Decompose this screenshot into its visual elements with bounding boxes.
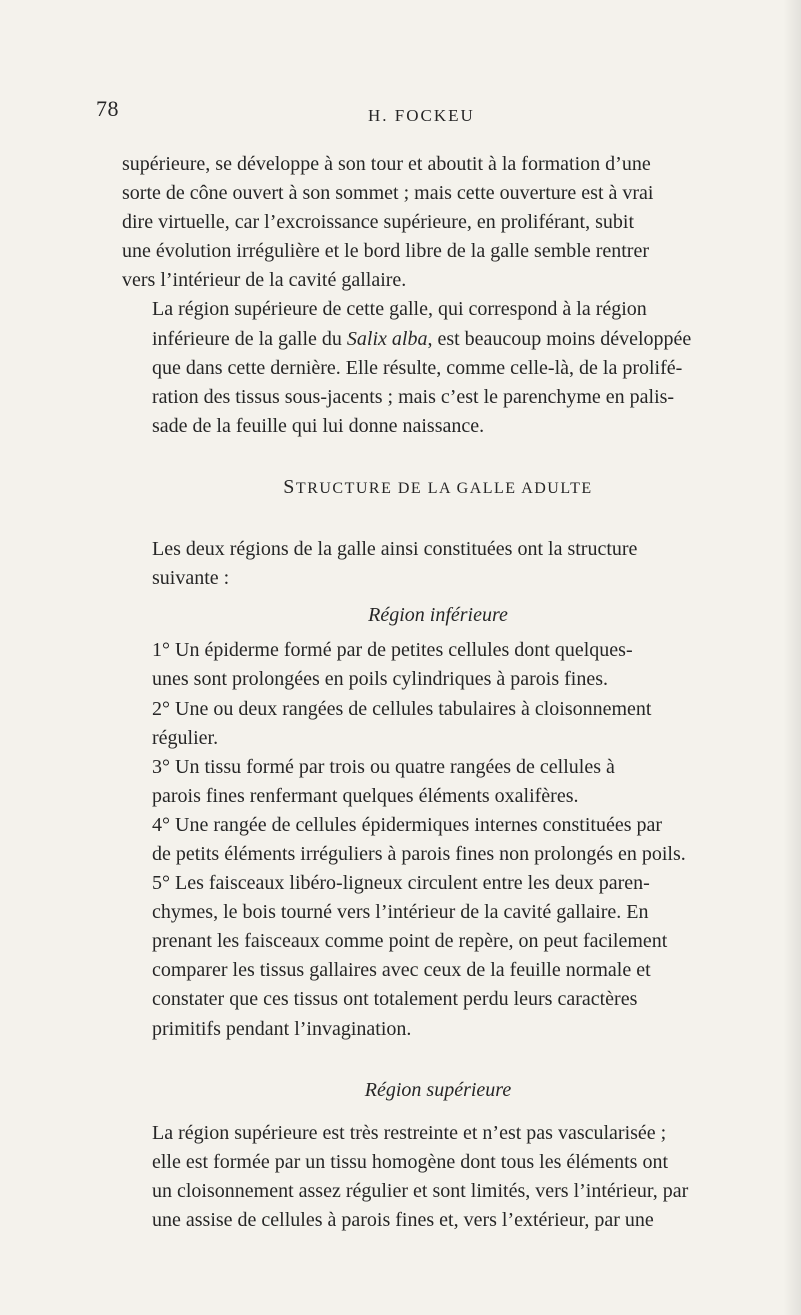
text-line: Les deux régions de la galle ainsi constituées ont la structure	[152, 538, 638, 561]
paragraph-4	[122, 1119, 754, 1235]
list-item-2	[122, 695, 754, 753]
text-line: régulier.	[152, 726, 219, 749]
text-line: La région supérieure de cette galle, qui correspond à la région	[152, 298, 647, 321]
text-line: une évolution irrégulière et le bord libre de la galle semble rentrer	[122, 240, 650, 263]
section-heading	[122, 473, 754, 503]
text-line: que dans cette dernière. Elle résulte, comme celle-là, de la prolifé-	[152, 356, 683, 379]
text-line: La région supérieure est très restreinte et n’est pas vascularisée ;	[152, 1121, 667, 1144]
page-header	[96, 96, 726, 136]
text-line: prenant les faisceaux comme point de repère, on peut facilement	[152, 930, 668, 953]
page-edge-shadow	[783, 0, 801, 1315]
text-line: de petits éléments irréguliers à parois fines non prolongés en poils.	[152, 842, 686, 865]
text-line: comparer les tissus gallaires avec ceux de la feuille normale et	[152, 959, 651, 982]
heading-rest: TRUCTURE DE LA GALLE ADULTE	[295, 479, 593, 497]
text-line: 3° Un tissu formé par trois ou quatre rangées de cellules à	[152, 755, 615, 778]
text-line: un cloisonnement assez régulier et sont limités, vers l’intérieur, par	[152, 1179, 689, 1202]
text-line: sorte de cône ouvert à son sommet ; mais cette ouverture est à vrai	[122, 182, 654, 205]
text-fragment: inférieure de la galle du	[152, 327, 347, 350]
text-line: 4° Une rangée de cellules épidermiques internes constituées par	[152, 813, 663, 836]
text-line: suivante :	[152, 567, 230, 590]
species-name: Salix alba	[346, 327, 428, 350]
text-line: 1° Un épiderme formé par de petites cellules dont quelques-	[152, 639, 633, 662]
heading-initial: S	[283, 475, 296, 498]
text-line: 5° Les faisceaux libéro-ligneux circulent entre les deux paren-	[152, 872, 650, 895]
text-line: elle est formée par un tissu homogène dont tous les éléments ont	[152, 1150, 668, 1173]
paragraph-2	[122, 295, 754, 440]
text-line	[122, 325, 754, 354]
page-number: 78	[96, 96, 119, 121]
text-line: vers l’intérieur de la cavité gallaire.	[122, 269, 407, 292]
subheading-upper-region: Région supérieure	[364, 1078, 512, 1101]
text-line: primitifs pendant l’invagination.	[152, 1017, 412, 1040]
text-line: sade de la feuille qui lui donne naissance.	[152, 414, 485, 437]
text-line: chymes, le bois tourné vers l’intérieur de la cavité gallaire. En	[152, 901, 649, 924]
list-item-4	[122, 811, 754, 869]
list-item-5	[122, 869, 754, 1044]
text-line: dire virtuelle, car l’excroissance supérieure, en proliférant, subit	[122, 211, 635, 234]
page-body	[122, 150, 754, 1235]
text-line: 2° Une ou deux rangées de cellules tabulaires à cloisonnement	[152, 697, 652, 720]
text-line: supérieure, se développe à son tour et aboutit à la formation d’une	[122, 153, 651, 175]
paragraph-1	[122, 150, 754, 295]
text-line: parois fines renfermant quelques éléments oxalifères.	[152, 784, 579, 807]
text-line: unes sont prolongées en poils cylindriques à parois fines.	[152, 668, 609, 691]
text-line: ration des tissus sous-jacents ; mais c’est le parenchyme en palis-	[152, 385, 675, 408]
text-line: constater que ces tissus ont totalement perdu leurs caractères	[152, 988, 638, 1011]
subheading-lower-region: Région inférieure	[368, 604, 508, 627]
text-fragment: , est beaucoup moins développée	[427, 327, 692, 350]
running-head: H. FOCKEU	[368, 106, 475, 125]
paragraph-3	[122, 535, 754, 593]
list-item-1	[122, 636, 754, 694]
text-line: une assise de cellules à parois fines et, vers l’extérieur, par une	[152, 1209, 654, 1231]
list-item-3	[122, 753, 754, 811]
